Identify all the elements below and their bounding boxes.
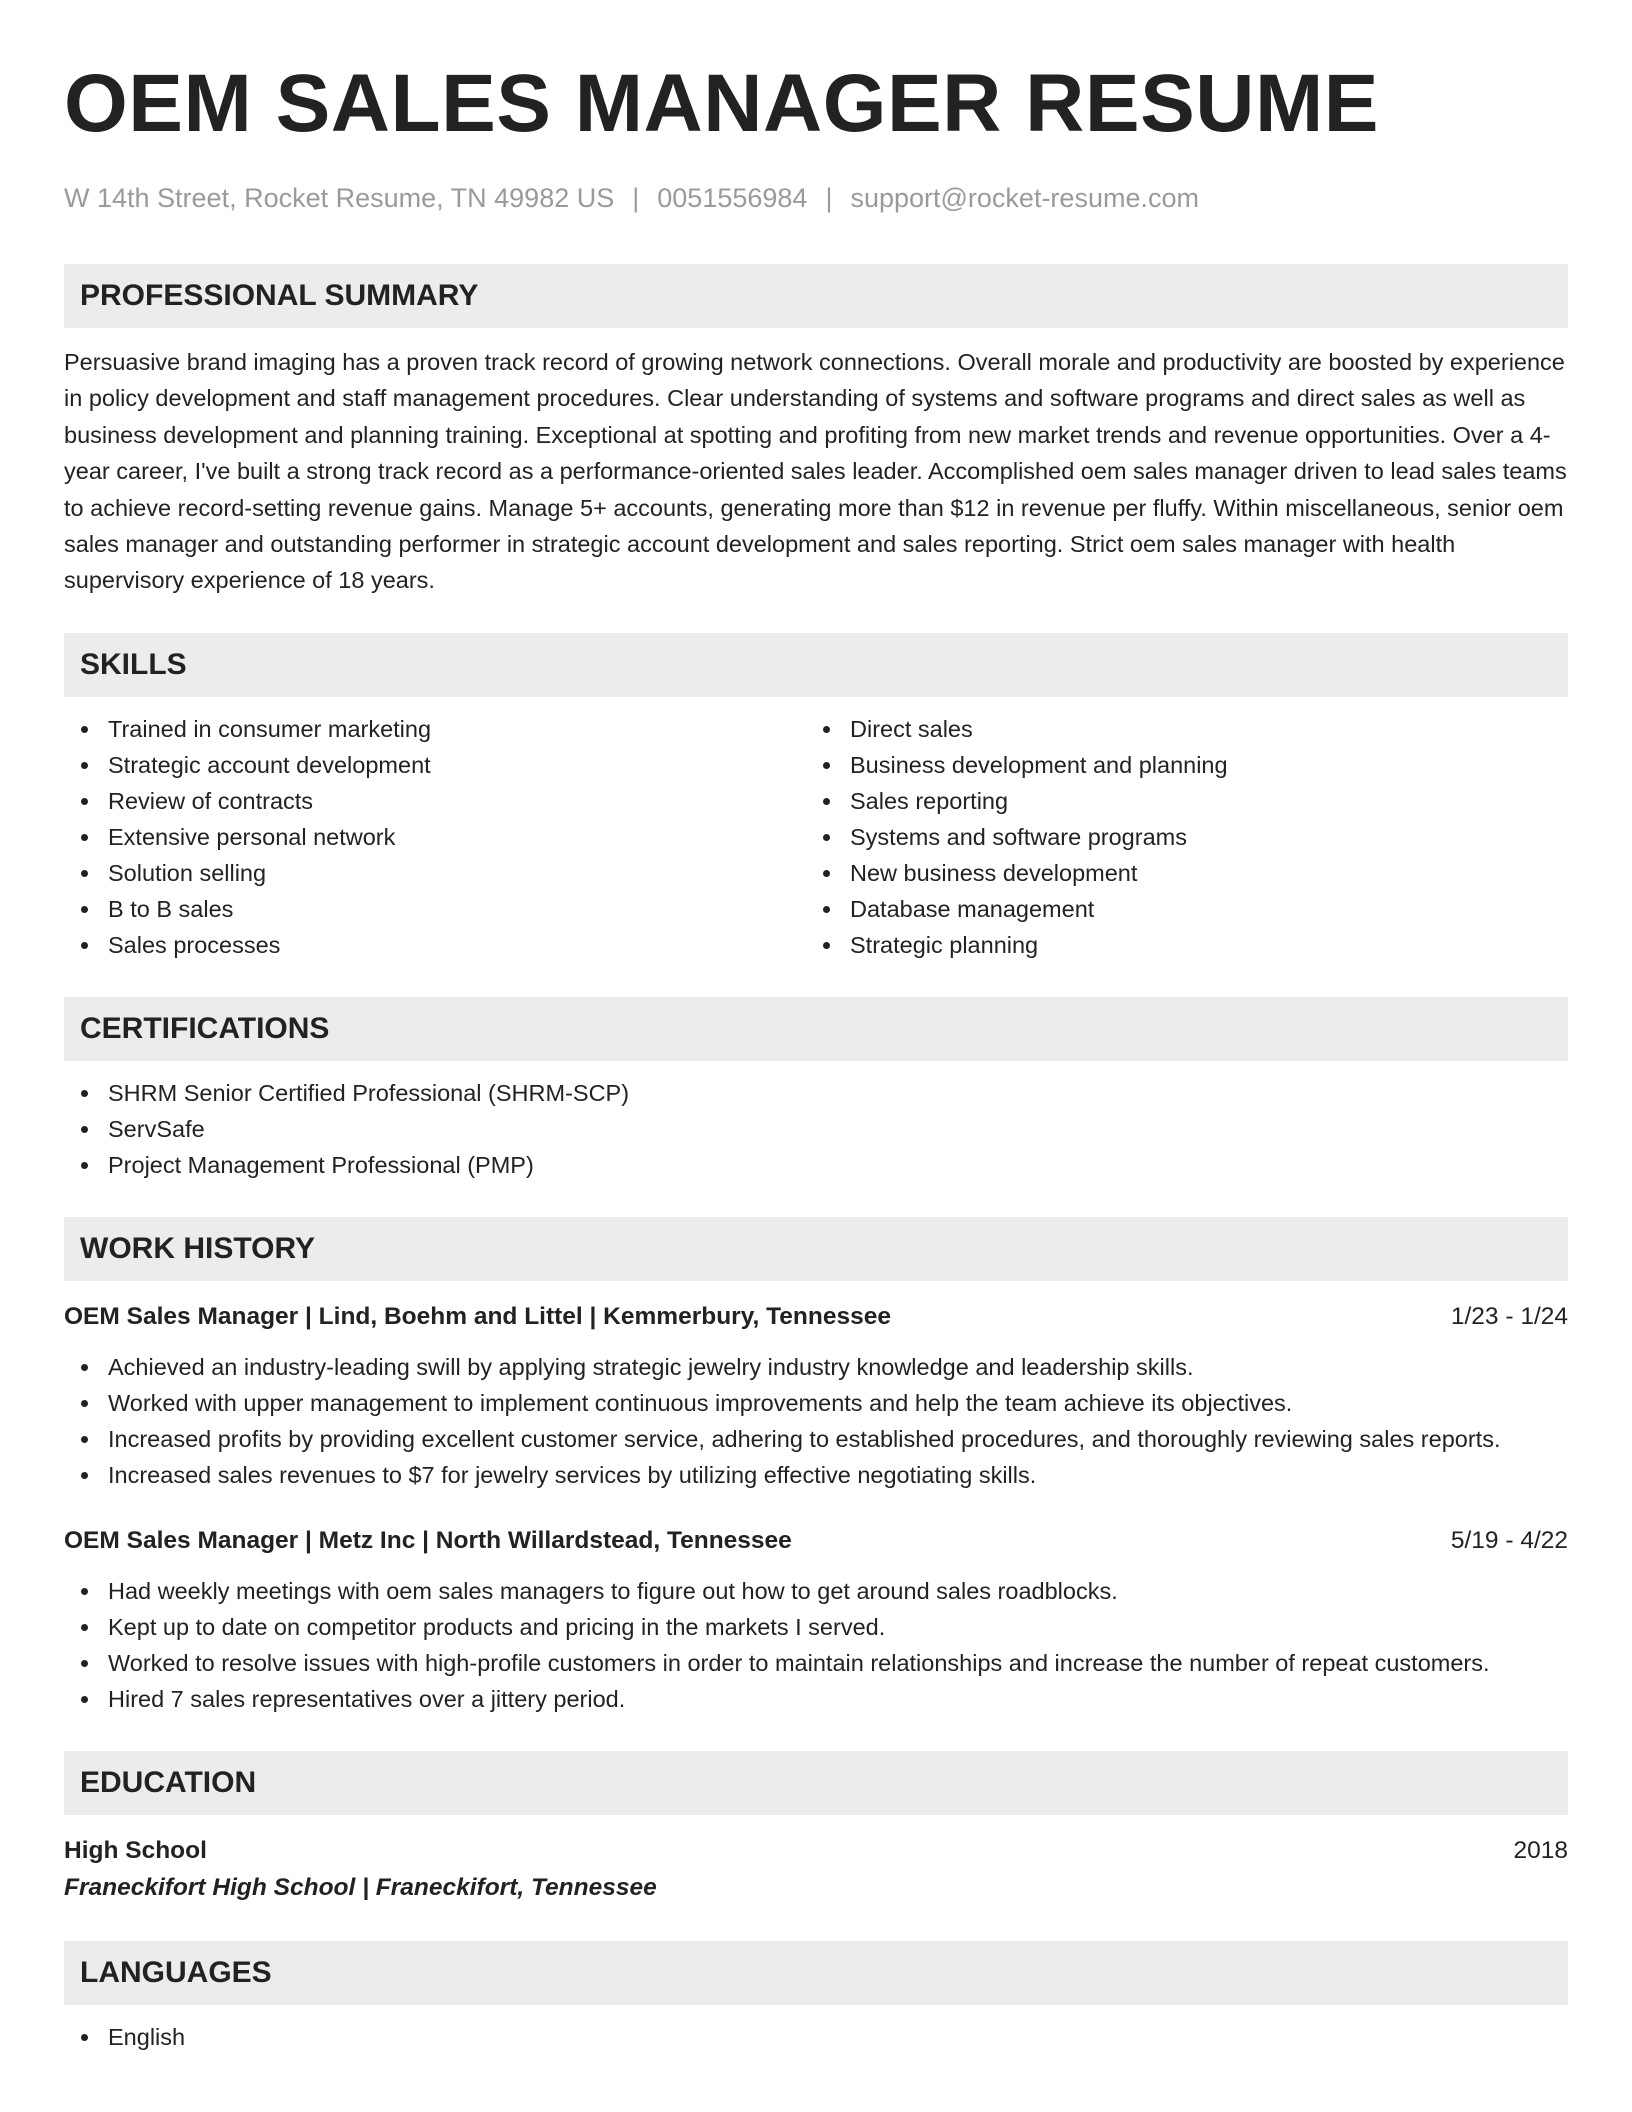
summary-text: Persuasive brand imaging has a proven track record of growing network connections. Overall morale and productivity are boosted by experience in policy development and staff management procedures. Clear understanding of systems and software programs and direct sales as well as business development and planning training. Exceptional at spotting and profiting from new market trends and revenue opportunities. Over a 4-year career, I've built a strong track record as a performance-oriented sales leader. Accomplished oem sales manager driven to lead sales teams to achieve record-setting revenue gains. Manage 5+ accounts, generating more than $12 in revenue per fluffy. Within miscellaneous, senior oem sales manager and outstanding performer in strategic account development and sales reporting. Strict oem sales manager with health supervisory experience of 18 years.: [64, 349, 1567, 594]
skill-item: Strategic planning: [806, 927, 1548, 963]
education-degree: High School: [64, 1836, 207, 1864]
skill-item: Database management: [806, 891, 1548, 927]
section-heading-work-history: WORK HISTORY: [64, 1217, 1568, 1281]
education-header: [64, 1833, 1568, 1869]
contact-separator: |: [825, 183, 833, 213]
contact-address: W 14th Street, Rocket Resume, TN 49982 US: [64, 183, 615, 213]
language-item: English: [64, 2019, 1568, 2055]
section-heading-education: EDUCATION: [64, 1751, 1568, 1815]
skill-item: Strategic account development: [64, 747, 806, 783]
languages-list: [64, 2019, 1568, 2055]
section-heading-certifications: CERTIFICATIONS: [64, 997, 1568, 1061]
job-bullets: [64, 1573, 1568, 1717]
contact-line: [64, 180, 1568, 216]
job-title: OEM Sales Manager | Metz Inc | North Willardstead, Tennessee: [64, 1526, 792, 1554]
job-entry: [64, 1523, 1568, 1717]
skill-item: Review of contracts: [64, 783, 806, 819]
job-bullets: [64, 1349, 1568, 1493]
section-heading-skills: SKILLS: [64, 633, 1568, 697]
section-heading-languages: LANGUAGES: [64, 1941, 1568, 2005]
job-dates: 5/19 - 4/22: [1450, 1526, 1568, 1554]
certification-item: SHRM Senior Certified Professional (SHRM-SCP): [64, 1075, 1568, 1111]
job-bullet: Increased profits by providing excellent customer service, adhering to established procedures, and thoroughly reviewing sales reports.: [64, 1421, 1568, 1457]
skill-item: New business development: [806, 855, 1548, 891]
certification-item: ServSafe: [64, 1111, 1568, 1147]
skill-item: Solution selling: [64, 855, 806, 891]
skill-item: Systems and software programs: [806, 819, 1548, 855]
skills-list-right: [806, 711, 1548, 963]
contact-phone: 0051556984: [657, 183, 808, 213]
job-bullet: Had weekly meetings with oem sales managers to figure out how to get around sales roadblocks.: [64, 1573, 1568, 1609]
skills-grid: [64, 711, 1568, 963]
skills-list-left: [64, 711, 806, 963]
skill-item: B to B sales: [64, 891, 806, 927]
job-title: OEM Sales Manager | Lind, Boehm and Littel | Kemmerbury, Tennessee: [64, 1302, 891, 1330]
skill-item: Business development and planning: [806, 747, 1548, 783]
job-bullet: Hired 7 sales representatives over a jittery period.: [64, 1681, 1568, 1717]
skill-item: Sales reporting: [806, 783, 1548, 819]
job-dates: 1/23 - 1/24: [1450, 1302, 1568, 1330]
skill-item: Extensive personal network: [64, 819, 806, 855]
job-bullet: Kept up to date on competitor products and pricing in the markets I served.: [64, 1609, 1568, 1645]
section-heading-summary: PROFESSIONAL SUMMARY: [64, 264, 1568, 328]
job-entry: [64, 1299, 1568, 1493]
resume-title: OEM SALES MANAGER RESUME: [64, 58, 1379, 149]
education-year: 2018: [1513, 1836, 1568, 1864]
contact-email: support@rocket-resume.com: [850, 183, 1199, 213]
skill-item: Trained in consumer marketing: [64, 711, 806, 747]
certifications-list: [64, 1075, 1568, 1183]
education-school: Franeckifort High School | Franeckifort, Tennessee: [64, 1873, 657, 1901]
job-bullet: Achieved an industry-leading swill by applying strategic jewelry industry knowledge and leadership skills.: [64, 1349, 1568, 1385]
skill-item: Sales processes: [64, 927, 806, 963]
certification-item: Project Management Professional (PMP): [64, 1147, 1568, 1183]
skill-item: Direct sales: [806, 711, 1548, 747]
job-bullet: Increased sales revenues to $7 for jewelry services by utilizing effective negotiating skills.: [64, 1457, 1568, 1493]
job-header: [64, 1523, 1568, 1559]
job-bullet: Worked with upper management to implement continuous improvements and help the team achieve its objectives.: [64, 1385, 1568, 1421]
job-bullet: Worked to resolve issues with high-profile customers in order to maintain relationships and increase the number of repeat customers.: [64, 1645, 1568, 1681]
contact-separator: |: [632, 183, 640, 213]
job-header: [64, 1299, 1568, 1335]
